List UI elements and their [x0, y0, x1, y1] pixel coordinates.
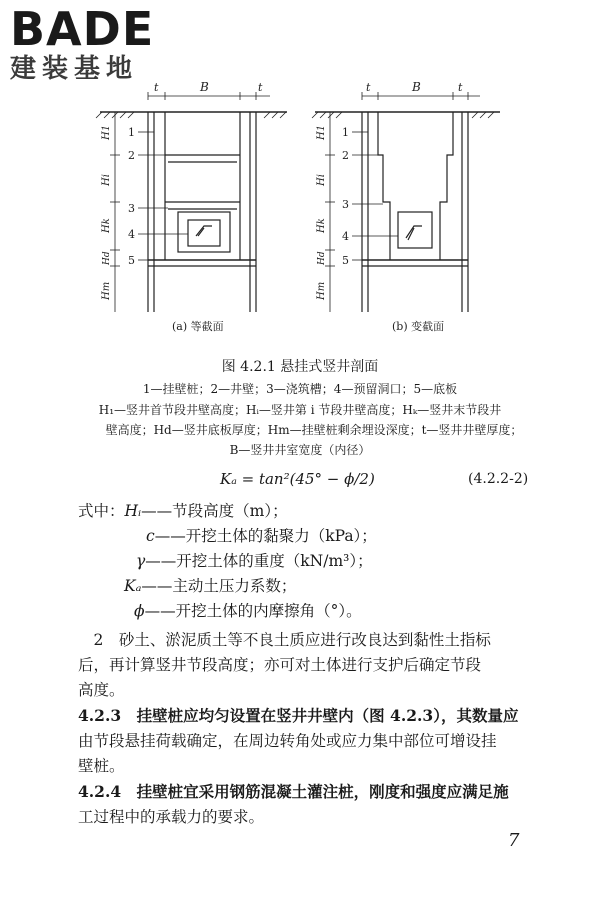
- definition-prefix: 式中：: [78, 502, 125, 520]
- label-hk-b: Hk: [316, 218, 327, 233]
- dim-t-left-b: t: [366, 81, 371, 94]
- dim-t-right-b: t: [458, 81, 463, 94]
- formula-ka: Kₐ = tan²(45° − ϕ/2): [220, 470, 375, 488]
- figure-legend-line-2: H₁—竖井首节段井壁高度；Hᵢ—竖井第 i 节段井壁高度；Hₖ—竖井末节段井: [98, 403, 502, 417]
- wall-left-b: [378, 112, 390, 260]
- definition-ka: [124, 574, 296, 596]
- label-h1-a: H1: [101, 124, 112, 140]
- definition-text: ——开挖土体的黏聚力（kPa）；: [154, 527, 377, 545]
- wall-right-b: [440, 112, 453, 260]
- dim-b-a: B: [200, 80, 209, 94]
- figure-caption: 图 4.2.1 悬挂式竖井剖面: [221, 359, 379, 375]
- definition-phi: [134, 599, 362, 621]
- definition-symbol: Hᵢ: [124, 502, 142, 520]
- dim-b-b: B: [412, 80, 421, 94]
- figure-legend-line-4: B—竖井井室宽度（内径）: [229, 443, 371, 457]
- clause-4-2-3-line-1: 4.2.3 挂壁桩应均匀设置在竖井井壁内（图 4.2.3），其数量应: [78, 706, 519, 725]
- definition-text: ——开挖土体的重度（kN/m³）；: [145, 552, 373, 570]
- caption-a: (a) 等截面: [172, 320, 224, 333]
- definition-text: ——主动土压力系数；: [141, 577, 297, 595]
- label-hd-a: Hd: [102, 251, 112, 265]
- paragraph-line-3: 高度。: [78, 681, 125, 699]
- callout-2-a: 2: [128, 149, 135, 162]
- definition-symbol: Kₐ: [124, 577, 142, 595]
- label-hi-a: Hi: [101, 174, 112, 186]
- reserved-opening-b: [398, 212, 432, 248]
- dim-t-right-a: t: [258, 81, 263, 94]
- definition-c: [146, 524, 377, 546]
- definition-symbol: c: [146, 527, 155, 545]
- dim-t-left-a: t: [154, 81, 159, 94]
- callout-5-a: 5: [128, 254, 135, 267]
- callout-1-b: 1: [342, 126, 349, 139]
- figure-legend-line-3: 壁高度；Hd—竖井底板厚度；Hm—挂壁桩剩余埋设深度；t—竖井井壁厚度；: [105, 423, 523, 437]
- formula-number: (4.2.2-2): [468, 471, 529, 487]
- definition-symbol: γ: [136, 552, 146, 570]
- clause-4-2-3-line-3: 壁桩。: [78, 757, 125, 775]
- paragraph-line-2: 后，再计算竖井节段高度；亦可对土体进行支护后确定节段: [78, 656, 482, 674]
- label-hi-b: Hi: [316, 174, 327, 186]
- label-hm-a: Hm: [101, 281, 112, 300]
- callout-5-b: 5: [342, 254, 349, 267]
- paragraph-line-1: 2 砂土、淤泥质土等不良土质应进行改良达到黏性土指标: [78, 631, 491, 649]
- shaft-section-figure: [0, 0, 600, 345]
- callout-3-a: 3: [128, 202, 135, 215]
- logo-text: BADE: [10, 2, 155, 56]
- callout-1-a: 1: [128, 126, 135, 139]
- definition-symbol: ϕ: [134, 602, 145, 620]
- definition-text: ——节段高度（m）；: [141, 502, 288, 520]
- caption-b: (b) 变截面: [392, 320, 445, 333]
- label-hk-a: Hk: [101, 218, 112, 233]
- figure-legend-line-1: 1—挂壁桩；2—井壁；3—浇筑槽；4—预留洞口；5—底板: [142, 382, 458, 396]
- label-hd-b: Hd: [317, 251, 327, 265]
- callout-4-b: 4: [342, 230, 349, 243]
- page-number: 7: [508, 830, 520, 851]
- clause-4-2-4-line-2: 工过程中的承载力的要求。: [78, 808, 265, 826]
- definition-gamma: [136, 549, 373, 571]
- definition-text: ——开挖土体的内摩擦角（°）。: [144, 602, 362, 620]
- callout-2-b: 2: [342, 149, 349, 162]
- callout-4-a: 4: [128, 228, 135, 241]
- clause-4-2-3-line-2: 由节段悬挂荷载确定，在周边转角处或应力集中部位可增设挂: [78, 732, 497, 750]
- logo-subtitle: 建装基地: [10, 54, 139, 84]
- figure-b-variable-section: [312, 92, 500, 312]
- figure-a-constant-section: [96, 92, 287, 312]
- clause-4-2-4-line-1: 4.2.4 挂壁桩宜采用钢筋混凝土灌注桩，刚度和强度应满足施: [78, 782, 509, 801]
- label-h1-b: H1: [316, 124, 327, 140]
- definition-hi: [78, 499, 288, 521]
- label-hm-b: Hm: [316, 281, 327, 300]
- callout-3-b: 3: [342, 198, 349, 211]
